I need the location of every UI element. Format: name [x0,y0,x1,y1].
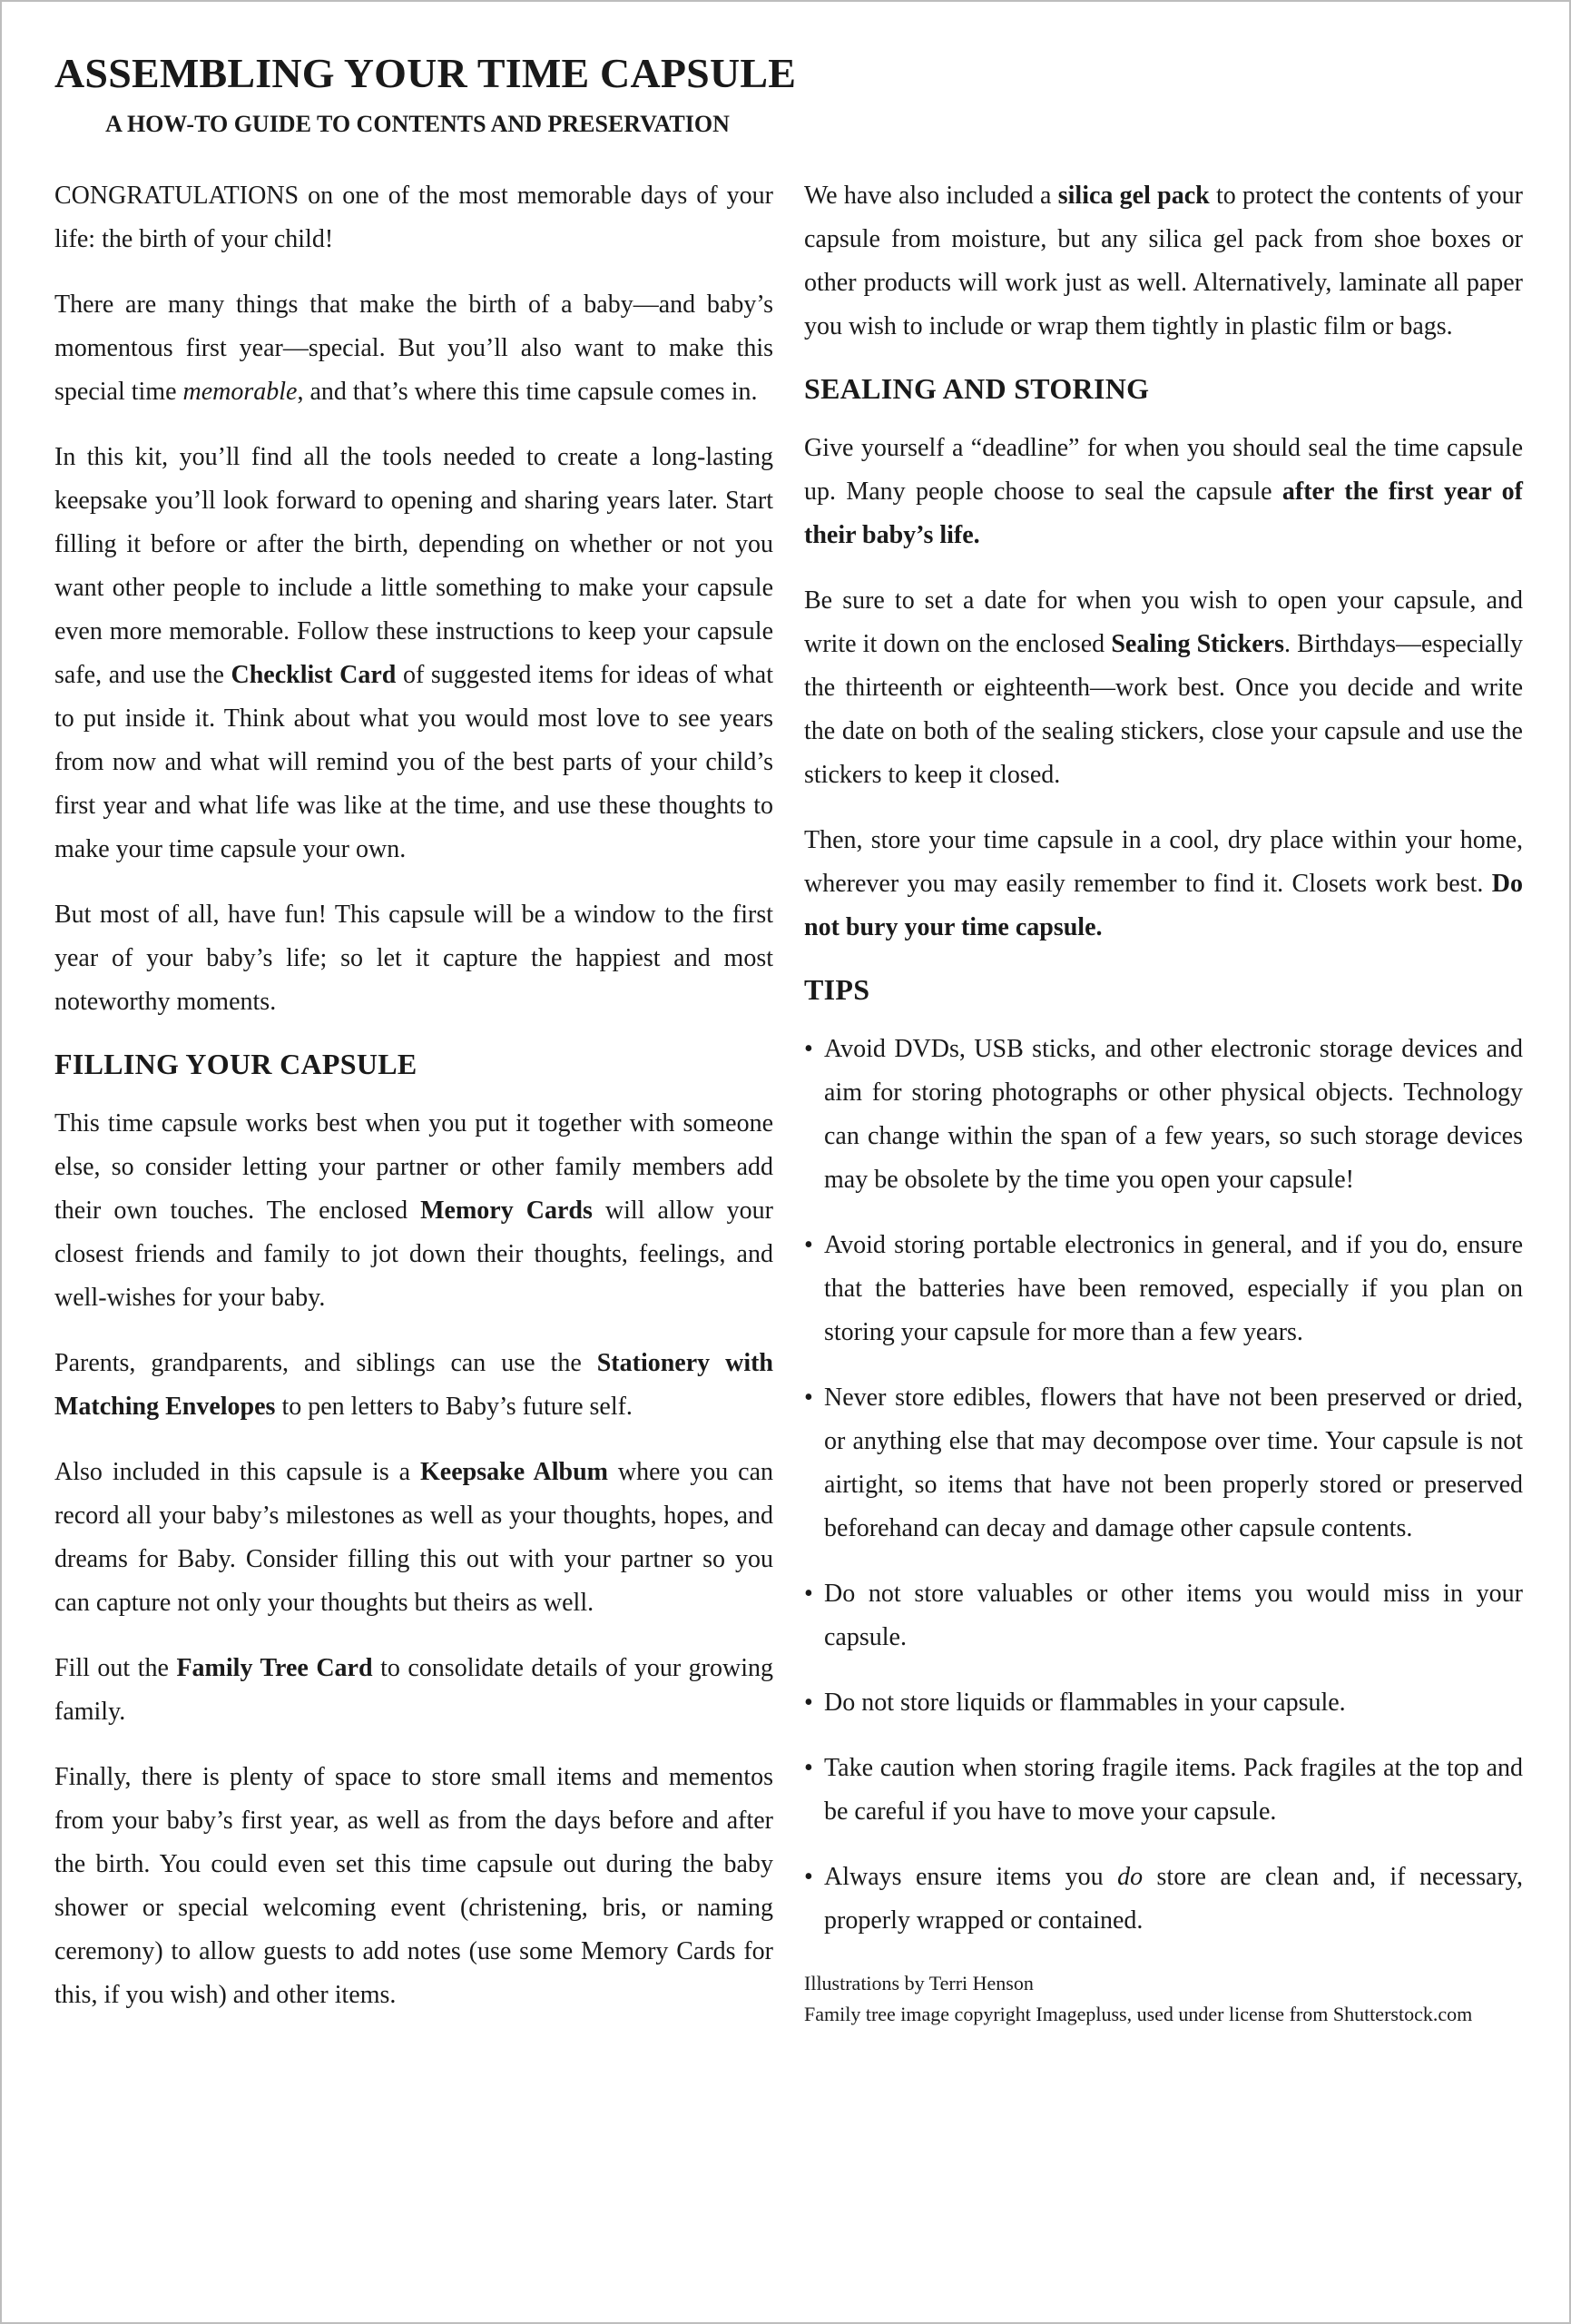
silica-paragraph: We have also included a silica gel pack to protect the contents of your capsule from moisture, but any silica gel pack from shoe boxes or other products will work just as well. Alternatively, laminate all paper you wish to include or wrap them tightly in plastic film or bags. [804,182,1524,340]
page-subtitle: A HOW-TO GUIDE TO CONTENTS AND PRESERVATION [105,111,730,137]
page-title: ASSEMBLING YOUR TIME CAPSULE [54,50,797,96]
intro-paragraph-3: In this kit, you’ll find all the tools needed to create a long-lasting keepsake you’ll look forward to opening and sharing years later. Start filling it before or after the birth, depending on whether or not you want other people to include a little something to make your capsule even more memorable. Follow these instructions to keep your capsule safe, and use the Checklist Card of suggested items for ideas of what to put inside it. Think about what you would most love to see years from now and what will remind you of the best parts of your child’s first year and what life was like at the time, and use these thoughts to make your time capsule your own. [54,443,773,863]
illustration-credit: Illustrations by Terri Henson [804,1972,1034,1994]
tip-item: • Avoid DVDs, USB sticks, and other electronic storage devices and aim for storing photographs or other physical objects. Technology can change within the span of a few years, so such storage devices may be obsolete by the time you open your capsule! [804,1028,1523,1202]
bold-keepsake-album: Keepsake Album [420,1458,608,1486]
sealing-paragraph-2: Be sure to set a date for when you wish to open your capsule, and write it down on the enclosed Sealing Stickers. Birthdays—especially the thirteenth or eighteenth—work best. Once you decide and write the date on both of the sealing stickers, close your capsule and use the stickers to keep it closed. [804,586,1523,789]
intro-paragraph-1: CONGRATULATIONS on one of the most memorable days of your life: the birth of your child! [54,182,773,253]
bold-checklist-card: Checklist Card [231,661,397,689]
intro-paragraph-2: There are many things that make the birth of a baby—and baby’s momentous first year—special. But you’ll also want to make this special time memorable, and that’s where this time capsule comes in. [54,290,773,406]
sealing-paragraph-1: Give yourself a “deadline” for when you should seal the time capsule up. Many people choose to seal the capsule after the first year of their baby’s life. [804,434,1524,549]
filling-paragraph-5: Finally, there is plenty of space to store small items and mementos from your baby’s first year, as well as from the days before and after the birth. You could even set this time capsule out during the baby shower or special welcoming event (christening, bris, or naming ceremony) to allow guests to add notes (use some Memory Cards for this, if you wish) and other items. [54,1763,773,2009]
tips-list [804,1028,1523,1943]
credits [804,1970,1523,2028]
bold-stationery: Stationery with Matching Envelopes [54,1349,774,1421]
intro-paragraph-4: But most of all, have fun! This capsule will be a window to the first year of your baby’s life; so let it capture the happiest and most noteworthy moments. [54,901,773,1016]
bold-do-not-bury: Do not bury your time capsule. [804,870,1523,941]
filling-paragraph-2: Parents, grandparents, and siblings can use the Stationery with Matching Envelopes to pen letters to Baby’s future self. [54,1349,774,1421]
image-license-credit: Family tree image copyright Imagepluss, used under license from Shutterstock.com [804,2003,1473,2025]
bold-memory-cards: Memory Cards [420,1196,593,1225]
bold-family-tree-card: Family Tree Card [176,1654,373,1682]
tip-item: • Take caution when storing fragile items. Pack fragiles at the top and be careful if you have to move your capsule. [804,1747,1523,1834]
bold-sealing-stickers: Sealing Stickers [1111,630,1285,658]
bold-silica-gel-pack: silica gel pack [1057,182,1210,210]
emphasis-memorable: memorable [182,378,298,406]
emphasis-do: do [1117,1863,1144,1891]
tip-item: • Always ensure items you do store are clean and, if necessary, properly wrapped or contained. [804,1856,1523,1943]
heading-sealing-and-storing: SEALING AND STORING [804,372,1150,405]
heading-filling-your-capsule: FILLING YOUR CAPSULE [54,1048,417,1080]
bold-after-first-year: after the first year of their baby’s life. [804,478,1524,549]
heading-tips: TIPS [804,973,870,1006]
tip-item: • Never store edibles, flowers that have not been preserved or dried, or anything else that may decompose over time. Your capsule is not airtight, so items that have not been properly stored or preserved beforehand can decay and damage other capsule contents. [804,1376,1523,1551]
sealing-paragraph-3: Then, store your time capsule in a cool, dry place within your home, wherever you may easily remember to find it. Closets work best. Do not bury your time capsule. [804,826,1523,941]
tip-item: • Avoid storing portable electronics in general, and if you do, ensure that the batteries have been removed, especially if you plan on storing your capsule for more than a few years. [804,1224,1523,1354]
left-column [54,174,773,2039]
tip-item: • Do not store valuables or other items you would miss in your capsule. [804,1572,1523,1659]
right-column [804,174,1523,2032]
filling-paragraph-4: Fill out the Family Tree Card to consolidate details of your growing family. [54,1654,774,1726]
filling-paragraph-1: This time capsule works best when you put it together with someone else, so consider letting your partner or other family members add their own touches. The enclosed Memory Cards will allow your closest friends and family to jot down their thoughts, feelings, and well-wishes for your baby. [54,1109,774,1312]
tip-item: • Do not store liquids or flammables in your capsule. [804,1681,1523,1725]
filling-paragraph-3: Also included in this capsule is a Keepsake Album where you can record all your baby’s milestones as well as your thoughts, hopes, and dreams for Baby. Consider filling this out with your partner so you can capture not only your thoughts but theirs as well. [54,1458,773,1617]
